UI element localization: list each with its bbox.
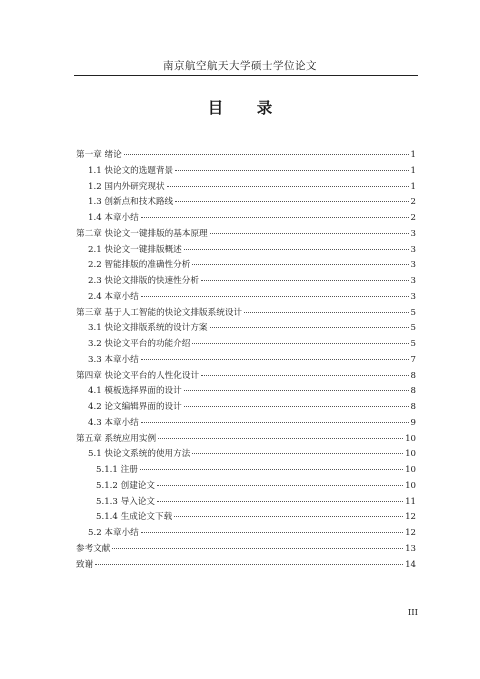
toc-title: 目 录 (207, 98, 287, 117)
toc-entry-label: 5.1.4 生成论文下载 (96, 512, 173, 523)
toc-entry-label: 4.1 模板选择界面的设计 (88, 386, 182, 397)
toc-entry[interactable] (76, 290, 416, 306)
toc-entry[interactable] (76, 447, 416, 463)
toc-entry-page: 3 (410, 276, 416, 286)
toc-entry[interactable] (76, 369, 416, 385)
dot-leader (140, 469, 403, 470)
toc-entry-page: 10 (405, 449, 416, 460)
toc-entry[interactable] (76, 195, 416, 211)
dot-leader (201, 375, 408, 376)
toc-entry-label: 第二章 快论文一键排版的基本原理 (76, 228, 208, 239)
dot-leader (95, 564, 403, 565)
dot-leader (141, 422, 409, 423)
toc-entry[interactable] (76, 164, 416, 180)
dot-leader (210, 327, 409, 328)
toc-entry-page: 2 (410, 213, 416, 223)
toc-entry-page: 1 (410, 150, 416, 160)
running-header: 南京航空航天大学硕士学位论文 (163, 60, 317, 72)
toc-entry-page: 3 (410, 244, 416, 255)
toc-entry-page: 7 (410, 354, 416, 365)
dot-leader (210, 233, 409, 234)
dot-leader (157, 485, 403, 486)
toc-entry-page: 8 (410, 370, 416, 381)
toc-entry[interactable] (76, 495, 416, 511)
toc-entry[interactable] (76, 243, 416, 259)
toc-entry[interactable] (76, 526, 416, 542)
table-of-contents (76, 148, 416, 573)
toc-entry[interactable] (76, 180, 416, 196)
dot-leader (141, 359, 409, 360)
toc-entry-label: 1.4 本章小结 (88, 213, 139, 223)
toc-entry[interactable] (76, 306, 416, 322)
toc-entry[interactable] (76, 353, 416, 369)
dot-leader (141, 532, 403, 533)
toc-entry-page: 3 (410, 291, 416, 302)
toc-entry[interactable] (76, 337, 416, 353)
toc-entry-page: 5 (410, 307, 416, 318)
toc-entry[interactable] (76, 479, 416, 495)
toc-entry[interactable] (76, 542, 416, 558)
toc-entry-page: 5 (410, 339, 416, 349)
toc-entry-label: 参考文献 (76, 543, 111, 554)
toc-entry-page: 13 (405, 543, 416, 554)
toc-entry-page: 11 (405, 496, 416, 507)
dot-leader (124, 154, 409, 155)
toc-entry-label: 1.1 快论文的选题背景 (88, 165, 174, 176)
toc-entry-label: 3.1 快论文排版系统的设计方案 (88, 323, 208, 334)
toc-entry-page: 10 (405, 480, 416, 491)
toc-entry-label: 第三章 基于人工智能的快论文排版系统设计 (76, 307, 243, 318)
toc-entry-label: 第五章 系统应用实例 (76, 433, 157, 444)
header-rule (74, 75, 418, 76)
toc-entry-label: 5.1.1 注册 (96, 465, 138, 475)
toc-entry-label: 3.3 本章小结 (88, 354, 139, 365)
toc-entry-label: 2.2 智能排版的准确性分析 (88, 260, 191, 271)
toc-entry[interactable] (76, 258, 416, 274)
dot-leader (157, 501, 403, 502)
toc-entry-page: 1 (410, 165, 416, 176)
toc-entry[interactable] (76, 274, 416, 290)
dot-leader (201, 280, 409, 281)
toc-entry-page: 1 (410, 181, 416, 192)
toc-entry[interactable] (76, 432, 416, 448)
toc-entry[interactable] (76, 558, 416, 574)
dot-leader (192, 264, 408, 265)
dot-leader (141, 296, 409, 297)
toc-entry-label: 第一章 绪论 (76, 150, 122, 160)
toc-entry-page: 3 (410, 260, 416, 271)
toc-entry-label: 2.1 快论文一键排版概述 (88, 244, 182, 255)
dot-leader (192, 343, 408, 344)
dot-leader (184, 249, 409, 250)
dot-leader (184, 406, 409, 407)
toc-entry[interactable] (76, 148, 416, 164)
dot-leader (158, 438, 403, 439)
toc-entry[interactable] (76, 510, 416, 526)
toc-entry-label: 5.2 本章小结 (88, 528, 139, 538)
dot-leader (184, 390, 409, 391)
toc-entry-page: 5 (410, 323, 416, 334)
toc-entry-label: 4.3 本章小结 (88, 417, 139, 428)
toc-entry[interactable] (76, 400, 416, 416)
toc-entry-label: 1.2 国内外研究现状 (88, 181, 165, 192)
dot-leader (175, 201, 408, 202)
toc-entry-page: 2 (410, 197, 416, 208)
dot-leader (192, 453, 403, 454)
toc-entry-page: 10 (405, 433, 416, 444)
dot-leader (112, 548, 403, 549)
toc-entry[interactable] (76, 416, 416, 432)
dot-leader (167, 186, 409, 187)
toc-entry-label: 2.3 快论文排版的快速性分析 (88, 276, 199, 286)
dot-leader (174, 516, 403, 517)
toc-entry-label: 5.1.2 创建论文 (96, 480, 155, 491)
toc-entry-label: 3.2 快论文平台的功能介绍 (88, 339, 191, 349)
toc-entry-page: 10 (405, 465, 416, 475)
dot-leader (244, 312, 409, 313)
toc-entry[interactable] (76, 211, 416, 227)
toc-entry-page: 8 (410, 386, 416, 397)
toc-entry[interactable] (76, 384, 416, 400)
toc-entry-page: 12 (405, 528, 416, 538)
toc-entry-label: 4.2 论文编辑界面的设计 (88, 402, 182, 412)
toc-entry-page: 3 (410, 228, 416, 239)
toc-entry-page: 14 (405, 559, 416, 570)
toc-entry-label: 5.1.3 导入论文 (96, 496, 155, 507)
toc-entry-label: 5.1 快论文系统的使用方法 (88, 449, 191, 460)
toc-entry-page: 12 (405, 512, 416, 523)
toc-entry[interactable] (76, 227, 416, 243)
toc-entry-label: 第四章 快论文平台的人性化设计 (76, 370, 200, 381)
toc-entry[interactable] (76, 463, 416, 479)
toc-entry-page: 9 (410, 417, 416, 428)
toc-entry-label: 1.3 创新点和技术路线 (88, 197, 174, 208)
page-number: III (407, 608, 418, 618)
toc-entry-page: 8 (410, 402, 416, 412)
dot-leader (141, 217, 409, 218)
dot-leader (175, 170, 408, 171)
toc-entry-label: 致谢 (76, 559, 94, 570)
toc-entry[interactable] (76, 321, 416, 337)
toc-entry-label: 2.4 本章小结 (88, 291, 139, 302)
